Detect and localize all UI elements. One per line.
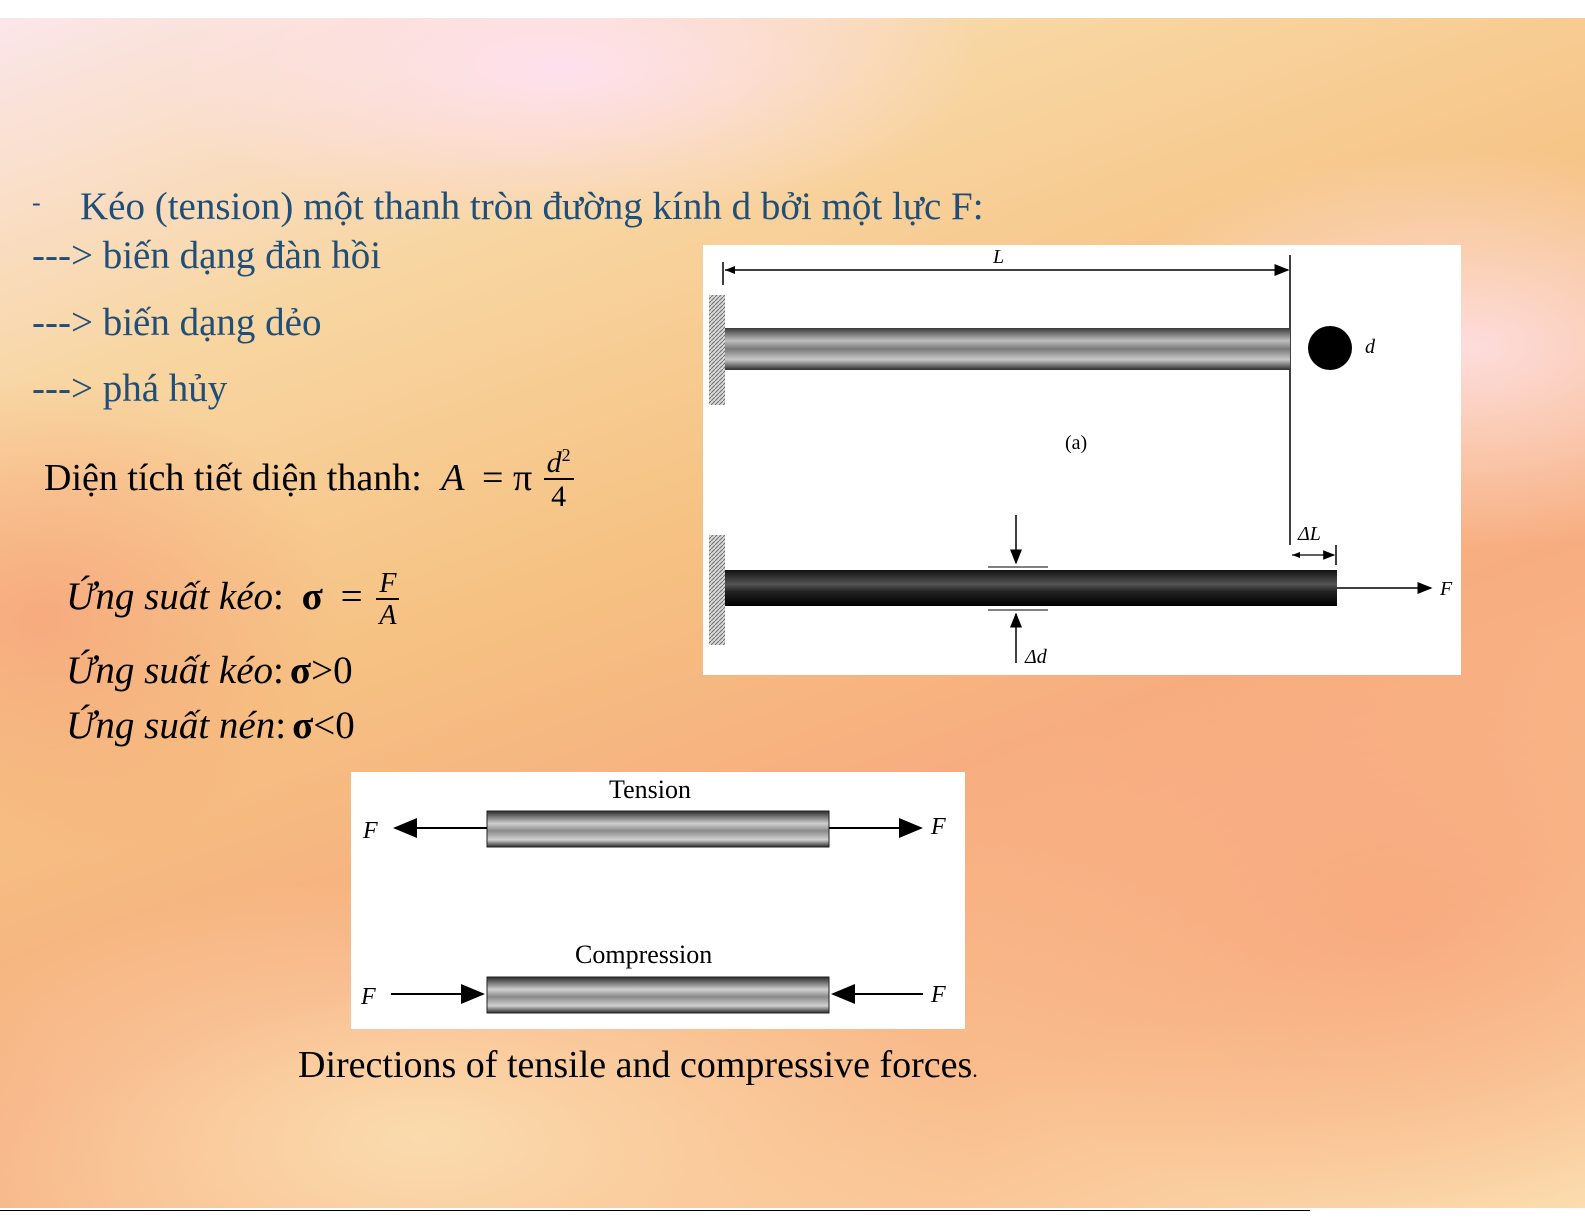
- compression-force-left-label: F: [361, 984, 376, 1010]
- stress-fraction: [376, 570, 399, 630]
- tension-sign-condition: >0: [311, 649, 353, 692]
- figure-caption: [298, 1043, 978, 1087]
- diameter-label: d: [1365, 336, 1375, 358]
- force-direction-diagram: [351, 772, 965, 1029]
- stress-formula: [66, 556, 399, 638]
- area-equals-pi: = π: [482, 457, 533, 499]
- slide: [0, 18, 1585, 1208]
- length-label: L: [993, 246, 1005, 268]
- stress-formula-colon: :: [273, 575, 284, 618]
- compression-sign-line: [66, 703, 355, 748]
- tension-sign-line: [66, 648, 353, 693]
- compression-sign-colon: :: [275, 704, 287, 747]
- stress-sigma: σ: [301, 575, 323, 618]
- contraction-label: Δd: [1025, 646, 1047, 668]
- area-fraction: [544, 446, 574, 512]
- tension-sign-colon: :: [273, 649, 284, 692]
- bullet-marker: -: [32, 188, 41, 217]
- compression-title: Compression: [575, 940, 713, 969]
- bar-elongation-diagram: [703, 245, 1461, 675]
- stress-denominator: A: [379, 600, 397, 632]
- area-exponent: 2: [561, 445, 571, 466]
- rod-cross-section: [1308, 326, 1352, 370]
- area-formula: [44, 438, 574, 518]
- stress-equals: =: [340, 575, 363, 618]
- compression-sign-sigma: σ: [292, 704, 314, 747]
- step-fracture: ---> phá hủy: [32, 367, 228, 410]
- compression-rod: [487, 977, 829, 1013]
- footer-rule: [0, 1210, 1310, 1211]
- figure-caption-period: .: [972, 1057, 978, 1082]
- tension-force-left-label: F: [363, 818, 378, 844]
- step-elastic: ---> biến dạng đàn hồi: [32, 234, 382, 277]
- tension-sign-label: Ứng suất kéo: [66, 649, 274, 692]
- tension-sign-sigma: σ: [289, 649, 312, 692]
- force-direction-figure: [351, 772, 965, 1029]
- compression-sign-label: Ứng suất nén: [66, 704, 276, 747]
- elongation-label: ΔL: [1298, 523, 1321, 545]
- area-formula-label: Diện tích tiết diện thanh:: [44, 457, 422, 499]
- stress-formula-label: Ứng suất kéo: [66, 575, 274, 618]
- step-plastic: ---> biến dạng dẻo: [32, 301, 322, 344]
- tension-rod: [487, 811, 829, 847]
- rod-original: [725, 328, 1290, 370]
- pull-force-label: F: [1440, 578, 1453, 600]
- wall-support-bottom: [709, 535, 725, 645]
- tension-force-right-label: F: [931, 814, 946, 840]
- tension-title: Tension: [609, 775, 691, 804]
- rod-stretched: [725, 570, 1337, 606]
- part-label: (a): [1065, 432, 1088, 454]
- slide-heading: Kéo (tension) một thanh tròn đường kính d bởi một lực F:: [80, 185, 984, 228]
- bar-elongation-figure: [703, 245, 1461, 675]
- elongation-arrow-left: [1292, 552, 1300, 558]
- compression-sign-condition: <0: [313, 704, 355, 747]
- length-arrow-left: [725, 266, 735, 274]
- area-denominator: 4: [551, 480, 567, 514]
- wall-support-top: [709, 295, 725, 405]
- figure-caption-text: Directions of tensile and compressive forces: [298, 1044, 973, 1086]
- compression-force-right-label: F: [931, 982, 946, 1008]
- stress-numerator: F: [376, 570, 399, 600]
- area-numerator: $d^2$: [544, 446, 574, 480]
- area-symbol: A: [441, 457, 465, 499]
